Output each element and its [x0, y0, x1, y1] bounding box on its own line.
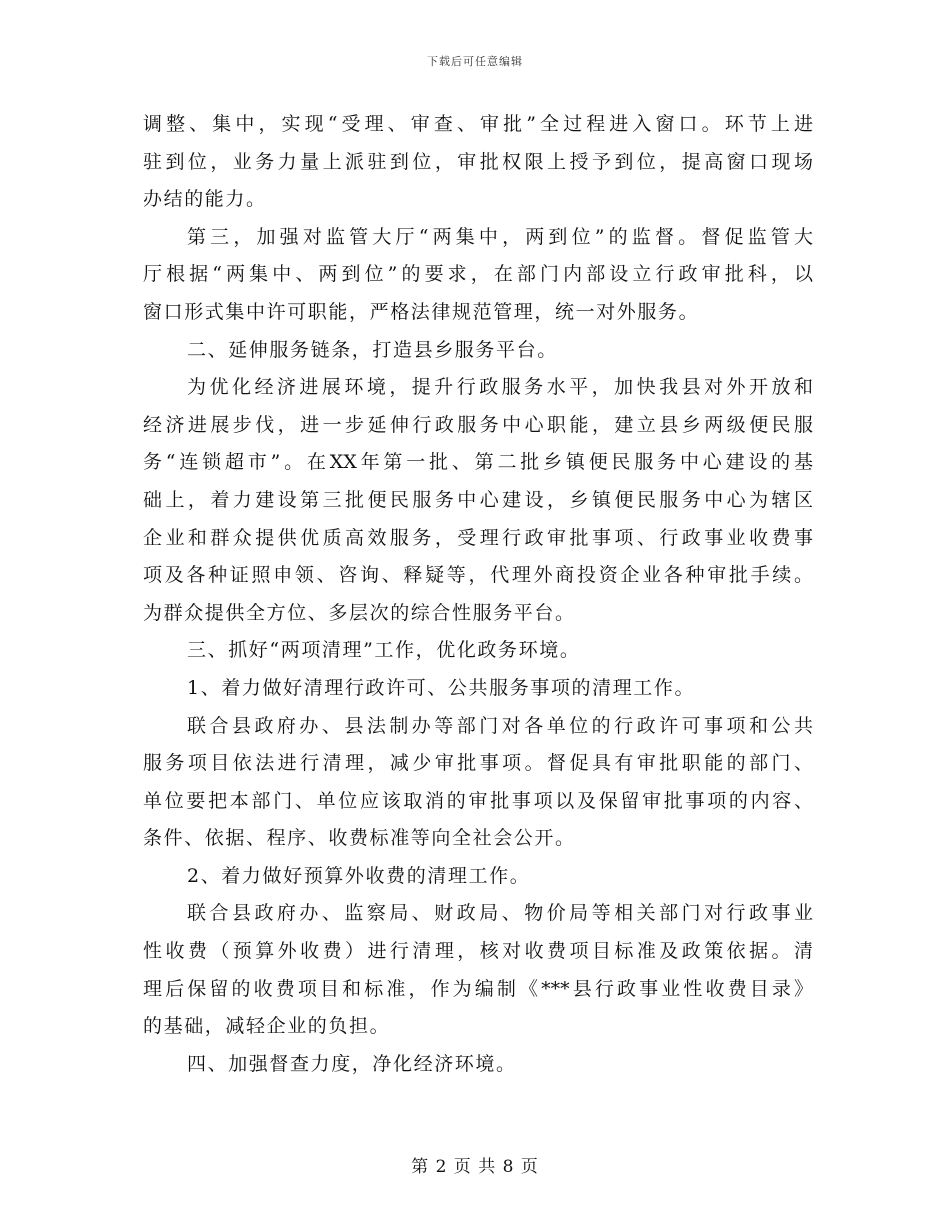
text-line: 为群众提供全方位、多层次的综合性服务平台。 — [143, 601, 576, 624]
text-line: 第三，加强对监管大厅“两集中，两到位”的监督。督促监管大 — [187, 225, 813, 248]
text-line: 的基础，减轻企业的负担。 — [143, 1015, 391, 1038]
text-line: 办结的能力。 — [143, 188, 267, 211]
page-header: 下载后可任意编辑 — [427, 55, 523, 68]
text-line: 1、着力做好清理行政许可、公共服务事项的清理工作。 — [187, 676, 696, 699]
text-line: 厅根据“两集中、两到位”的要求，在部门内部设立行政审批科，以 — [143, 263, 813, 286]
text-line: 项及各种证照申领、咨询、释疑等，代理外商投资企业各种审批手续。 — [143, 564, 813, 587]
text-line: 四、加强督查力度，净化经济环境。 — [187, 1052, 517, 1075]
page-number-footer: 第 2 页 共 8 页 — [411, 1157, 539, 1177]
text-line: 2、着力做好预算外收费的清理工作。 — [187, 864, 531, 887]
text-line: 联合县政府办、监察局、财政局、物价局等相关部门对行政事业 — [187, 902, 813, 925]
text-line: 为优化经济进展环境，提升行政服务水平，加快我县对外开放和 — [187, 376, 813, 399]
text-line: 条件、依据、程序、收费标准等向全社会公开。 — [143, 827, 576, 850]
text-line: 联合县政府办、县法制办等部门对各单位的行政许可事项和公共 — [187, 714, 813, 737]
text-line: 理后保留的收费项目和标准，作为编制《***县行政事业性收费目录》 — [143, 977, 813, 1000]
text-line: 经济进展步伐，进一步延伸行政服务中心职能，建立县乡两级便民服 — [143, 413, 813, 436]
text-line: 调整、集中，实现“受理、审查、审批”全过程进入窗口。环节上进 — [143, 113, 813, 135]
text-line: 服务项目依法进行清理，减少审批事项。督促具有审批职能的部门、 — [143, 752, 813, 775]
text-line: 二、延伸服务链条，打造县乡服务平台。 — [187, 338, 558, 361]
text-line: 驻到位，业务力量上派驻到位，审批权限上授予到位，提高窗口现场 — [143, 150, 813, 173]
text-line: 窗口形式集中许可职能，严格法律规范管理，统一对外服务。 — [143, 300, 700, 323]
document-body — [143, 106, 813, 1083]
text-line: 础上，着力建设第三批便民服务中心建设，乡镇便民服务中心为辖区 — [143, 488, 813, 511]
text-line: 单位要把本部门、单位应该取消的审批事项以及保留审批事项的内容、 — [143, 789, 813, 812]
text-line: 性收费（预算外收费）进行清理，核对收费项目标准及政策依据。清 — [143, 940, 813, 963]
text-line: 三、抓好“两项清理”工作，优化政务环境。 — [187, 639, 581, 662]
text-line: 务“连锁超市”。在XX年第一批、第二批乡镇便民服务中心建设的基 — [143, 451, 813, 474]
text-line: 企业和群众提供优质高效服务，受理行政审批事项、行政事业收费事 — [143, 526, 813, 549]
